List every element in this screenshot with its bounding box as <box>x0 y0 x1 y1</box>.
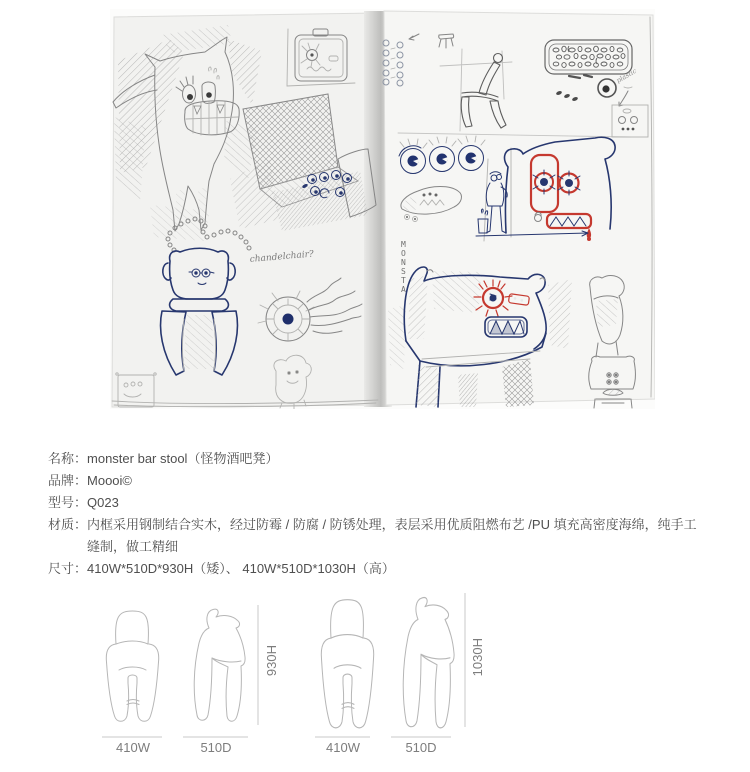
detail-value: Moooi© <box>87 473 133 488</box>
chandelchair-annotation: chandelchair? <box>249 249 315 265</box>
detail-value: monster bar stool（怪物酒吧凳） <box>87 451 279 466</box>
detail-row-material <box>48 514 708 558</box>
detail-label: 型号： <box>48 495 88 510</box>
width-label-tall: 410W <box>326 740 360 755</box>
width-label-short: 410W <box>116 740 150 755</box>
sketch-drawing <box>110 9 655 409</box>
height-label-short: 930H <box>264 645 279 677</box>
product-details <box>48 448 708 580</box>
depth-label-short: 510D <box>200 740 232 755</box>
detail-value: 410W*510D*930H（矮）、 410W*510D*1030H（高） <box>87 561 395 576</box>
detail-label: 尺寸： <box>48 561 88 576</box>
svg-text:N: N <box>401 258 406 267</box>
svg-text:A: A <box>401 285 406 294</box>
svg-text:M: M <box>401 240 406 249</box>
detail-label: 名称： <box>48 451 88 466</box>
detail-label: 品牌： <box>48 473 88 488</box>
dimension-diagram <box>88 590 498 768</box>
chair-side-tall <box>403 598 454 728</box>
svg-text:plastic: plastic <box>615 66 638 85</box>
detail-row-brand <box>48 470 708 492</box>
detail-row-name <box>48 448 708 470</box>
height-label-tall: 1030H <box>470 638 485 677</box>
chair-front-tall <box>321 600 373 728</box>
detail-value: Q023 <box>87 495 119 510</box>
detail-value: 内框采用钢制结合实木，经过防霉 / 防腐 / 防锈处理，表层采用优质阻燃布艺 /PU 填充高密度海绵，纯手工缝制，做工精细 <box>87 517 697 554</box>
depth-label-tall: 510D <box>405 740 437 755</box>
detail-row-size <box>48 558 708 580</box>
svg-text:T: T <box>401 276 406 285</box>
chair-front-short <box>106 611 158 721</box>
svg-text:S: S <box>401 267 406 276</box>
sketchbook-photo <box>110 9 655 409</box>
chair-side-short <box>194 609 245 721</box>
detail-row-model <box>48 492 708 514</box>
monsta-annotation <box>401 240 406 294</box>
svg-text:O: O <box>401 249 406 258</box>
detail-label: 材质： <box>48 517 88 532</box>
